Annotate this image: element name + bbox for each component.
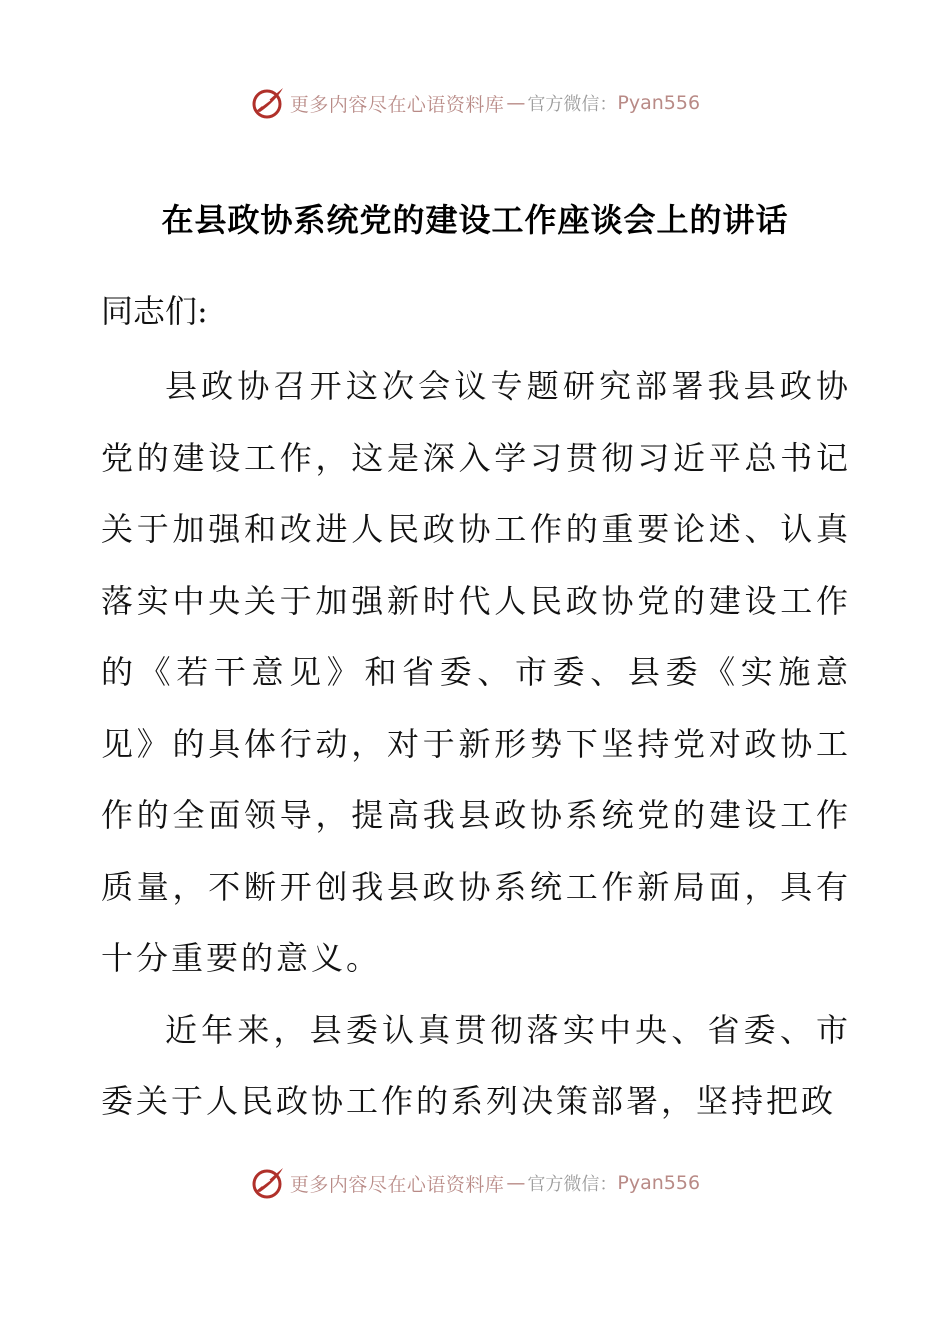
watermark-wechat-id: Pyan556	[617, 1172, 701, 1194]
watermark-text: 更多内容尽在心语资料库	[289, 1173, 505, 1196]
document-body	[101, 281, 851, 1138]
salutation: 同志们:	[101, 292, 208, 330]
watermark-separator: —	[506, 1172, 526, 1194]
watermark-wechat-label: 官方微信：	[527, 94, 618, 115]
paragraph-2: 近年来，县委认真贯彻落实中央、省委、市委关于人民政协工作的系列决策部署，坚持把政	[101, 1010, 851, 1120]
watermark-text: 更多内容尽在心语资料库	[289, 93, 505, 116]
quill-circle-logo-icon	[250, 1165, 286, 1201]
quill-circle-logo-icon	[250, 85, 286, 121]
document-title: 在县政协系统党的建设工作座谈会上的讲话	[161, 201, 789, 239]
watermark-separator: —	[506, 92, 526, 114]
header-watermark	[0, 83, 950, 123]
footer-watermark	[0, 1163, 950, 1203]
watermark-wechat-id: Pyan556	[617, 92, 701, 114]
paragraph-1: 县政协召开这次会议专题研究部署我县政协党的建设工作，这是深入学习贯彻习近平总书记关于加强和改进人民政协工作的重要论述、认真落实中央关于加强新时代人民政协党的建设工作的《若干意见》和省委、市委、县委《实施意见》的具体行动，对于新形势下坚持党对政协工作的全面领导，提高我县政协系统党的建设工作质量，不断开创我县政协系统工作新局面，具有十分重要的意义。	[101, 367, 851, 977]
watermark-wechat-label: 官方微信：	[527, 1174, 618, 1195]
